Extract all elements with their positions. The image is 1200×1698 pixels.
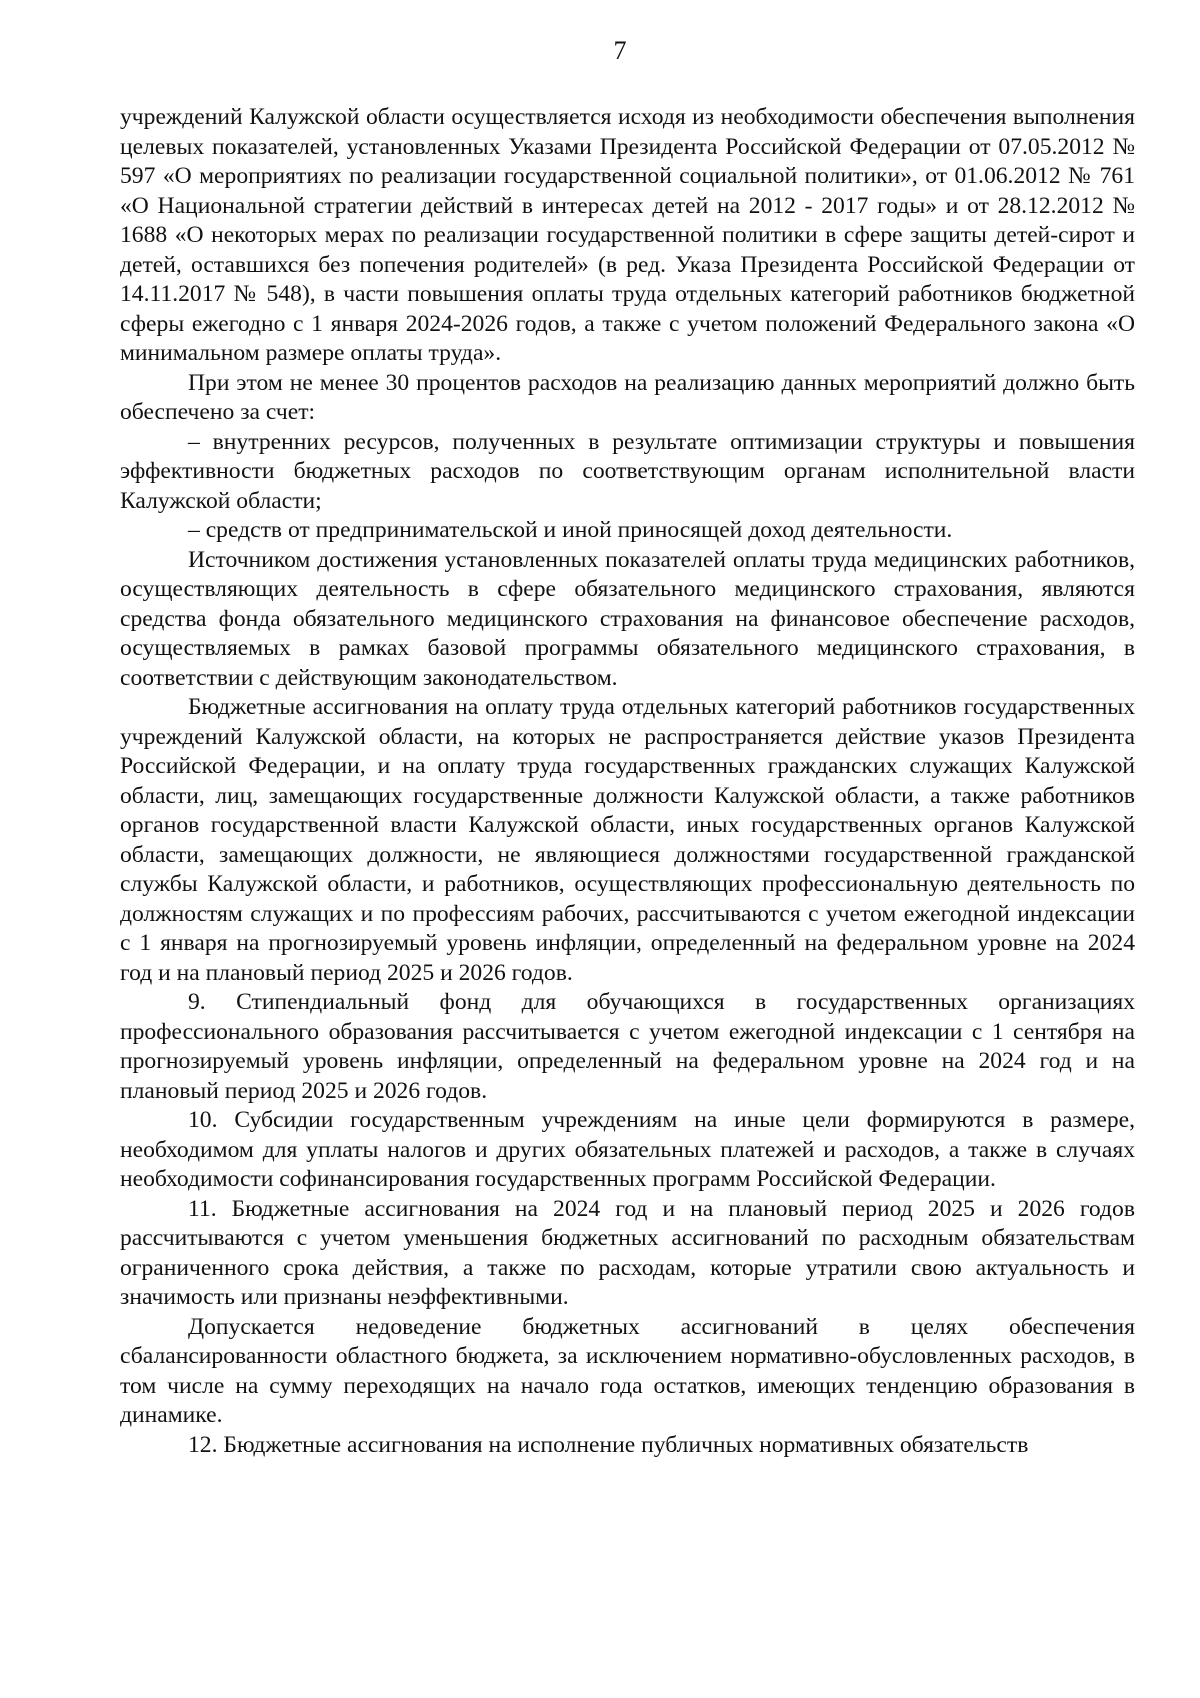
- paragraph-funding-share: При этом не менее 30 процентов расходов на реализацию данных мероприятий должно быть обеспечено за счет:: [120, 369, 1135, 425]
- page-number: 7: [613, 36, 627, 65]
- paragraph-continuation: учреждений Калужской области осуществляется исходя из необходимости обеспечения выполнения целевых показателей, установленных Указами Президента Российской Федерации от 07.05.2012 № 597 «О мероприятиях по реализации государственной социальной политики», от 01.06.2012 № 761 «О Национальной стратегии действий в интересах детей на 2012 - 2017 годы» и от 28.12.2012 № 1688 «О некоторых мерах по реализации государственной политики в сфере защиты детей-сирот и детей, оставшихся без попечения родителей» (в ред. Указа Президента Российской Федерации от 14.11.2017 № 548), в части повышения оплаты труда отдельных категорий работников бюджетной сферы ежегодно с 1 января 2024-2026 годов, а также с учетом положений Федерального закона «О минимальном размере оплаты труда».: [120, 104, 1135, 366]
- paragraph-item-10: 10. Субсидии государственным учреждениям на иные цели формируются в размере, необходимом для уплаты налогов и других обязательных платежей и расходов, а также в случаях необходимости софинансирования государственных программ Российской Федерации.: [120, 1107, 1135, 1192]
- paragraph-salary-indexation: Бюджетные ассигнования на оплату труда отдельных категорий работников государственных учреждений Калужской области, на которых не распространяется действие указов Президента Российской Федерации, и на оплату труда государственных гражданских служащих Калужской области, лиц, замещающих государственные должности Калужской области, а также работников органов государственной власти Калужской области, иных государственных органов Калужской области, замещающих должности, не являющиеся должностями государственной гражданской службы Калужской области, и работников, осуществляющих профессиональную деятельность по должностям служащих и по профессиям рабочих, рассчитываются с учетом ежегодной индексации с 1 января на прогнозируемый уровень инфляции, определенный на федеральном уровне на 2024 год и на плановый период 2025 и 2026 годов.: [120, 694, 1135, 986]
- list-item-business-income: – средств от предпринимательской и иной приносящей доход деятельности.: [188, 517, 953, 543]
- document-body: [120, 103, 1135, 1460]
- paragraph-item-9: 9. Стипендиальный фонд для обучающихся в государственных организациях профессионального образования рассчитывается с учетом ежегодной индексации с 1 сентября на прогнозируемый уровень инфляции, определенный на федеральном уровне на 2024 год и на плановый период 2025 и 2026 годов.: [120, 989, 1135, 1104]
- paragraph-item-12: 12. Бюджетные ассигнования на исполнение публичных нормативных обязательств: [188, 1431, 1029, 1458]
- paragraph-item-11: 11. Бюджетные ассигнования на 2024 год и на плановый период 2025 и 2026 годов рассчитываются с учетом уменьшения бюджетных ассигнований по расходным обязательствам ограниченного срока действия, а также по расходам, которые утратили свою актуальность и значимость или признаны неэффективными.: [120, 1195, 1135, 1310]
- paragraph-underfunding: Допускается недоведение бюджетных ассигнований в целях обеспечения сбалансированности областного бюджета, за исключением нормативно-обусловленных расходов, в том числе на сумму переходящих на начало года остатков, имеющих тенденцию образования в динамике.: [120, 1313, 1135, 1428]
- paragraph-medical-workers: Источником достижения установленных показателей оплаты труда медицинских работников, осуществляющих деятельность в сфере обязательного медицинского страхования, являются средства фонда обязательного медицинского страхования на финансовое обеспечение расходов, осуществляемых в рамках базовой программы обязательного медицинского страхования, в соответствии с действующим законодательством.: [120, 546, 1135, 691]
- list-item-internal-resources: – внутренних ресурсов, полученных в результате оптимизации структуры и повышения эффективности бюджетных расходов по соответствующим органам исполнительной власти Калужской области;: [120, 428, 1135, 514]
